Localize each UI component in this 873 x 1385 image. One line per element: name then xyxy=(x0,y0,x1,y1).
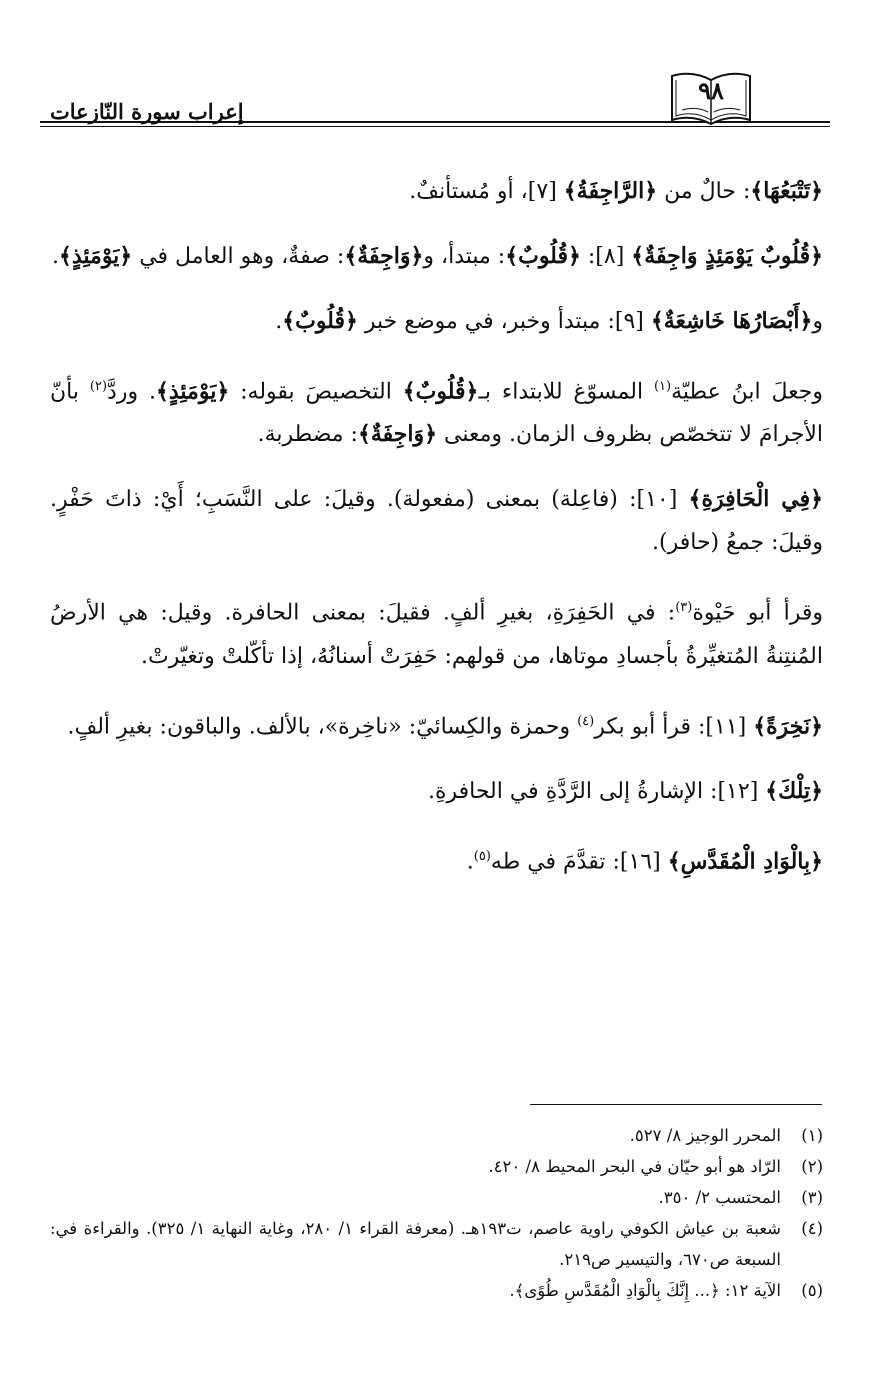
text-segment: وجعلَ ابنُ عطيّة xyxy=(671,379,823,405)
footnote xyxy=(50,1182,823,1213)
text-segment: : مضطربة. xyxy=(257,422,358,448)
quran-quote: ﴿نَخِرَةً﴾ xyxy=(753,712,823,739)
footnote xyxy=(50,1120,823,1151)
footnote-ref: (١) xyxy=(653,379,672,394)
quran-quote: ﴿تِلْكَ﴾ xyxy=(765,777,823,804)
quran-quote: ﴿وَاجِفَةٌ﴾ xyxy=(344,243,424,269)
text-segment: [٧]، أو مُستأنفٌ. xyxy=(409,179,564,204)
quran-quote: ﴿قُلُوبٌ﴾ xyxy=(402,378,479,405)
footnote-ref: (٣) xyxy=(675,600,693,616)
quran-quote: ﴿يَوْمَئِذٍ﴾ xyxy=(58,243,133,269)
footnote-text: المحرر الوجيز ٨/ ٥٢٧. xyxy=(629,1126,781,1145)
paragraph xyxy=(50,586,823,677)
text-segment: . xyxy=(275,309,283,334)
footnote-text: الرّاد هو أبو حيّان في البحر المحيط ٨/ ٤٢٠. xyxy=(488,1157,781,1176)
footnote-ref: (٢) xyxy=(89,379,108,394)
paragraph xyxy=(50,235,823,278)
text-segment: [١٠]: (فاعِلة) بمعنى (مفعولة). وقيلَ: على النَّسَبِ؛ أَيْ: ذاتَ حَفْرٍ. وقيلَ: جمعُ (حافر). xyxy=(50,487,823,556)
text-segment: وحمزة والكِسائيّ: «ناخِرة»، بالألف. والباقون: بغيرِ ألفٍ. xyxy=(67,713,578,739)
page-number: ٩٨ xyxy=(698,76,724,105)
footnote-number: (٥) xyxy=(801,1281,823,1300)
running-title: إعراب سورة النّازعات xyxy=(50,99,244,124)
text-segment: : في الحَفِرَةِ، بغيرِ ألفٍ. فقيلَ: بمعنى الحافرة. وقيل: هي الأرضُ المُنتِنةُ المُتغيِّرةُ بأجسادِ موتاها، من قولهم: حَفِرَتْ أسنانُهُ، إذا تأكّلتْ وتغيّرتْ. xyxy=(50,600,823,669)
text-segment: . xyxy=(466,849,474,875)
text-segment: [٩]: مبتدأ وخبر، في موضع خبر xyxy=(357,309,651,334)
quran-quote: ﴿تَتْبَعُهَا﴾ xyxy=(750,178,823,204)
text-segment: [١٢]: الإشارةُ إلى الرَّدَّةِ في الحافرةِ. xyxy=(427,778,766,804)
footnote-number: (١) xyxy=(801,1126,823,1145)
footnote xyxy=(50,1213,823,1275)
footnote-number: (٢) xyxy=(801,1157,823,1176)
text-segment: المسوّغ للابتداء بـ xyxy=(478,379,654,405)
paragraph xyxy=(50,835,823,883)
footnote xyxy=(50,1151,823,1182)
paragraph xyxy=(50,770,823,813)
footnote-text: المحتسب ٢/ ٣٥٠. xyxy=(658,1188,781,1207)
text-segment: [١٦]: تقدَّمَ في طه xyxy=(490,849,668,875)
paragraph xyxy=(50,365,823,456)
text-segment: : حالٌ من xyxy=(657,179,751,204)
text-segment: [١١]: قرأ أبو بكر xyxy=(594,713,754,739)
page-header xyxy=(40,66,830,136)
quran-quote: ﴿الرَّاجِفَةُ﴾ xyxy=(563,178,658,204)
text-segment: و xyxy=(812,309,823,334)
text-segment: . xyxy=(51,244,59,269)
quran-quote: ﴿قُلُوبٌ يَوْمَئِذٍ وَاجِفَةٌ﴾ xyxy=(631,243,823,269)
quran-quote: ﴿بِالْوَادِ الْمُقَدَّسِ﴾ xyxy=(667,848,823,875)
page-number-badge xyxy=(668,70,754,130)
text-segment: : صفةٌ، وهو العامل في xyxy=(132,244,345,269)
quran-quote: ﴿قُلُوبٌ﴾ xyxy=(282,308,358,334)
footnote-number: (٣) xyxy=(801,1188,823,1207)
footnotes xyxy=(50,1120,823,1306)
quran-quote: ﴿قُلُوبٌ﴾ xyxy=(505,243,581,269)
text-segment: . وردَّ xyxy=(107,379,156,405)
footnote xyxy=(50,1275,823,1306)
text-segment: التخصيصَ بقوله: xyxy=(229,379,403,405)
footnote-ref: (٤) xyxy=(577,713,595,729)
quran-quote: ﴿يَوْمَئِذٍ﴾ xyxy=(155,378,230,405)
paragraph xyxy=(50,300,823,343)
main-text xyxy=(50,170,823,905)
text-segment: : مبتدأ، و xyxy=(423,244,506,269)
footnote-ref: (٥) xyxy=(473,848,491,864)
footnote-text: الآية ١٢: ﴿... إِنَّكَ بِالْوَادِ الْمُقَدَّسِ طُوًى﴾. xyxy=(509,1281,781,1300)
paragraph xyxy=(50,700,823,748)
text-segment: وقرأ أبو حَيْوة xyxy=(692,600,823,626)
footnote-text: شعبة بن عياش الكوفي راوية عاصم، ت١٩٣هـ. (معرفة القراء ١/ ٢٨٠، وغاية النهاية ١/ ٣٢٥). والقراءة في: السبعة ص٦٧٠، والتيسير ص٢١٩. xyxy=(50,1219,781,1269)
text-segment: بأنّ الأجرامَ لا تتخصّص بظروف الزمان. ومعنى xyxy=(50,379,823,448)
footnote-separator xyxy=(530,1104,822,1105)
footnote-number: (٤) xyxy=(801,1219,823,1238)
paragraph xyxy=(50,170,823,213)
quran-quote: ﴿فِي الْحَافِرَةِ﴾ xyxy=(688,486,823,513)
paragraph xyxy=(50,478,823,564)
text-segment: [٨]: xyxy=(580,244,632,269)
quran-quote: ﴿وَاجِفَةٌ﴾ xyxy=(357,421,438,448)
quran-quote: ﴿أَبْصَارُهَا خَاشِعَةٌ﴾ xyxy=(650,308,813,334)
